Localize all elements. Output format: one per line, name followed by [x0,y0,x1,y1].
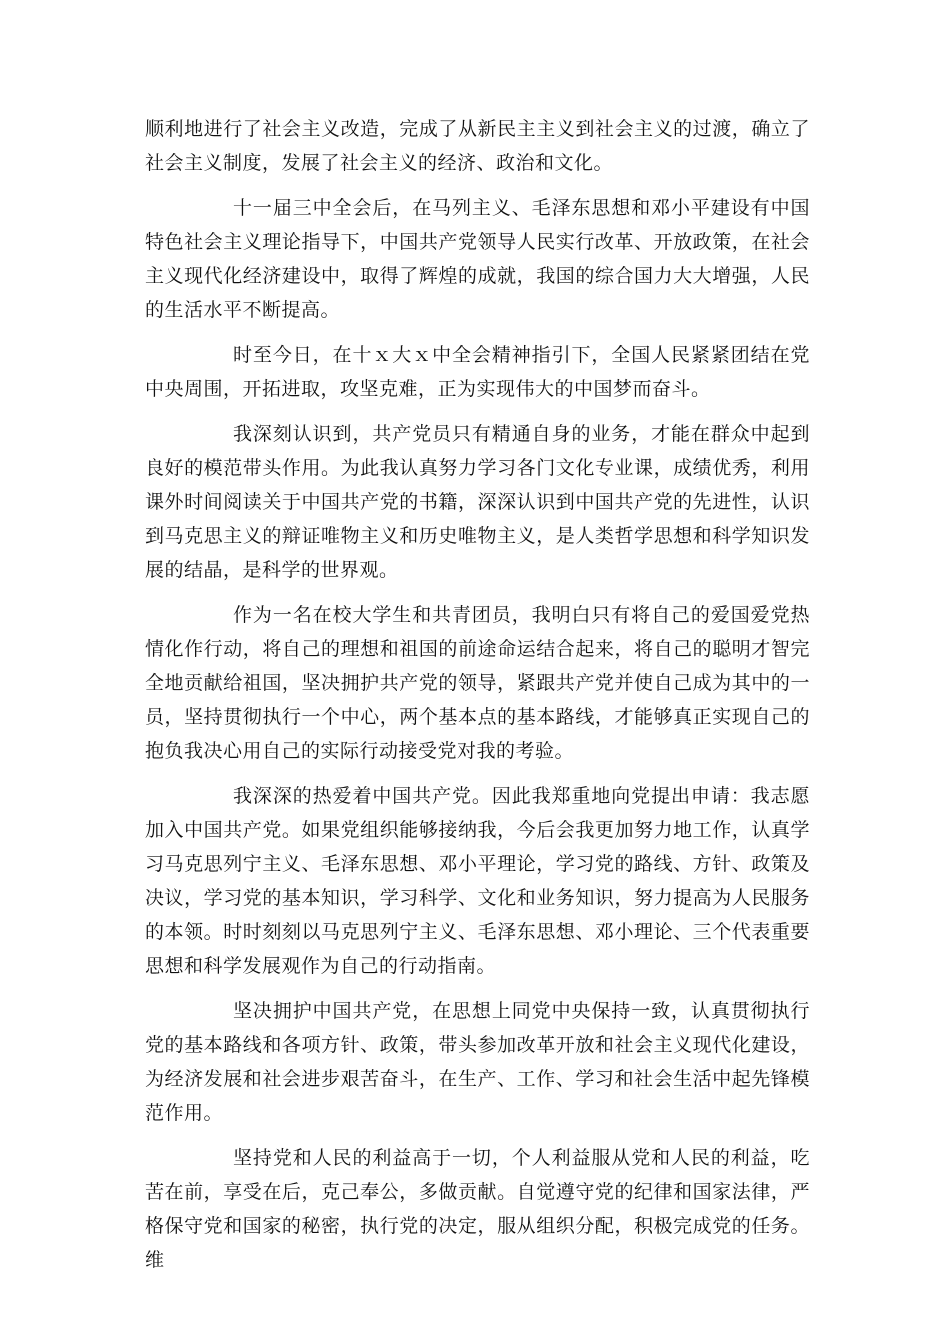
paragraph-8: 坚持党和人民的利益高于一切，个人利益服从党和人民的利益，吃苦在前，享受在后，克己奉公，多做贡献。自觉遵守党的纪律和国家法律，严格保守党和国家的秘密，执行党的决定，服从组织分配，积极完成党的任务。维 [145,1147,810,1271]
paragraph-4: 我深刻认识到，共产党员只有精通自身的业务，才能在群众中起到良好的模范带头作用。为此我认真努力学习各门文化专业课，成绩优秀，利用课外时间阅读关于中国共产党的书籍，深深认识到中国共产党的先进性，认识到马克思主义的辩证唯物主义和历史唯物主义，是人类哲学思想和科学知识发展的结晶，是科学的世界观。 [145,423,810,581]
paragraph-2: 十一届三中全会后，在马列主义、毛泽东思想和邓小平建设有中国特色社会主义理论指导下，中国共产党领导人民实行改革、开放政策，在社会主义现代化经济建设中，取得了辉煌的成就，我国的综合国力大大增强，人民的生活水平不断提高。 [145,197,810,321]
document-page [145,112,810,1288]
paragraph-3: 时至今日，在十ｘ大ｘ中全会精神指引下，全国人民紧紧团结在党中央周围，开拓进取，攻坚克难，正为实现伟大的中国梦而奋斗。 [145,344,810,400]
paragraph-5: 作为一名在校大学生和共青团员，我明白只有将自己的爱国爱党热情化作行动，将自己的理想和祖国的前途命运结合起来，将自己的聪明才智完全地贡献给祖国，坚决拥护共产党的领导，紧跟共产党并使自己成为其中的一员，坚持贯彻执行一个中心，两个基本点的基本路线，才能够真正实现自己的抱负我决心用自己的实际行动接受党对我的考验。 [145,604,810,762]
paragraph-1: 顺利地进行了社会主义改造，完成了从新民主主义到社会主义的过渡，确立了社会主义制度，发展了社会主义的经济、政治和文化。 [145,118,810,174]
paragraph-7: 坚决拥护中国共产党，在思想上同党中央保持一致，认真贯彻执行党的基本路线和各项方针、政策，带头参加改革开放和社会主义现代化建设，为经济发展和社会进步艰苦奋斗，在生产、工作、学习和社会生活中起先锋模范作用。 [145,1000,810,1124]
paragraph-6: 我深深的热爱着中国共产党。因此我郑重地向党提出申请：我志愿加入中国共产党。如果党组织能够接纳我，今后会我更加努力地工作，认真学习马克思列宁主义、毛泽东思想、邓小平理论，学习党的路线、方针、政策及决议，学习党的基本知识，学习科学、文化和业务知识，努力提高为人民服务的本领。时时刻刻以马克思列宁主义、毛泽东思想、邓小理论、三个代表重要思想和科学发展观作为自己的行动指南。 [145,785,810,977]
